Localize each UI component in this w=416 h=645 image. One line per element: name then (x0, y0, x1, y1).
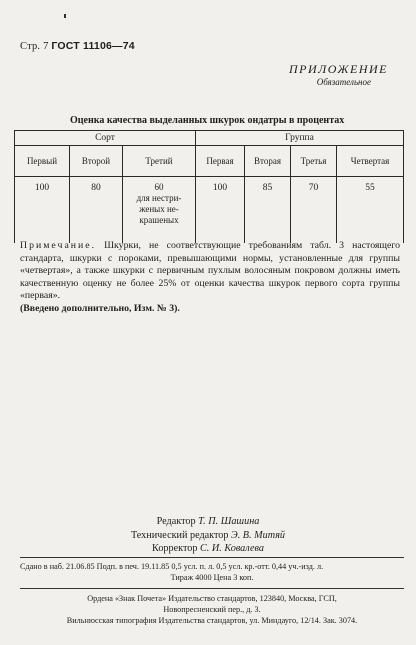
editor-name: Т. П. Шашина (198, 516, 260, 527)
table-cell: 100 (196, 177, 245, 244)
standard-code: ГОСТ 11106—74 (51, 40, 135, 52)
editor-name: С. И. Ковалева (200, 543, 264, 554)
col-header: Третья (291, 146, 337, 177)
group-group-header: Группа (196, 131, 404, 146)
grade-group-header: Сорт (15, 131, 196, 146)
note-paragraph (20, 240, 400, 315)
page-number: Стр. 7 (20, 41, 49, 52)
col-header: Четвертая (337, 146, 404, 177)
col-header: Вторая (245, 146, 291, 177)
amendment-note: (Введено дополнительно, Изм. № 3). (20, 302, 180, 314)
editor-line (0, 515, 416, 529)
col-header: Второй (70, 146, 123, 177)
editors-block (0, 515, 416, 556)
imprint-block (20, 561, 404, 626)
table-cell: 55 (337, 177, 404, 244)
note-text: Шкурки, не соответствующие требованиям табл. 3 настоящего стандарта, шкурки с пороками, превышающими нормы, установленные для группы «четвертая», а также шкурки с первичным пухлым волосяным покровом должны иметь качественную оценку не более 25% от оценки качества шкурок первого сорта группы «первая». (20, 240, 400, 301)
table-cell: 85 (245, 177, 291, 244)
note-lead: Примечание. (20, 240, 97, 251)
editor-name: Э. В. Митяй (231, 529, 286, 541)
imprint-line: Сдано в наб. 21.06.85 Подп. в печ. 19.11.85 0,5 усл. п. л. 0,5 усл. кр.-отт. 0,44 уч.-изд. л. (20, 562, 324, 571)
table-cell: 100 (15, 177, 70, 244)
imprint-line: Ордена «Знак Почета» Издательство стандартов, 123840, Москва, ГСП, (87, 594, 337, 603)
imprint-line: Новопресненский пер., д. 3. (163, 605, 261, 614)
third-note-line: для нестри- (136, 193, 182, 203)
editor-role: Технический редактор (130, 529, 229, 541)
page-header (20, 40, 135, 52)
third-value: 60 (154, 182, 164, 192)
editor-role: Корректор (152, 543, 198, 554)
quality-table (14, 130, 404, 243)
col-header: Третий (123, 146, 196, 177)
table-cell-third (123, 177, 196, 244)
table-cell: 80 (70, 177, 123, 244)
imprint-top-rule (20, 557, 404, 558)
editor-line (0, 529, 416, 543)
col-header: Первый (15, 146, 70, 177)
table-cell: 70 (291, 177, 337, 244)
imprint-line: Вильнюсская типография Издательства стандартов, ул. Миндауго, 12/14. Зак. 3074. (66, 616, 358, 625)
appendix-title: ПРИЛОЖЕНИЕ (289, 62, 388, 76)
third-note-line: женых не- (139, 204, 179, 214)
editor-role: Редактор (156, 516, 196, 527)
table-title: Оценка качества выделанных шкурок ондатры в процентах (70, 115, 345, 126)
editor-line (0, 542, 416, 556)
imprint-line: Тираж 4000 Цена 3 коп. (170, 573, 254, 582)
scan-mark (64, 14, 66, 18)
imprint-mid-rule (20, 588, 404, 589)
appendix-subtitle: Обязательное (316, 77, 371, 87)
col-header: Первая (196, 146, 245, 177)
third-note-line: крашеных (139, 215, 179, 225)
